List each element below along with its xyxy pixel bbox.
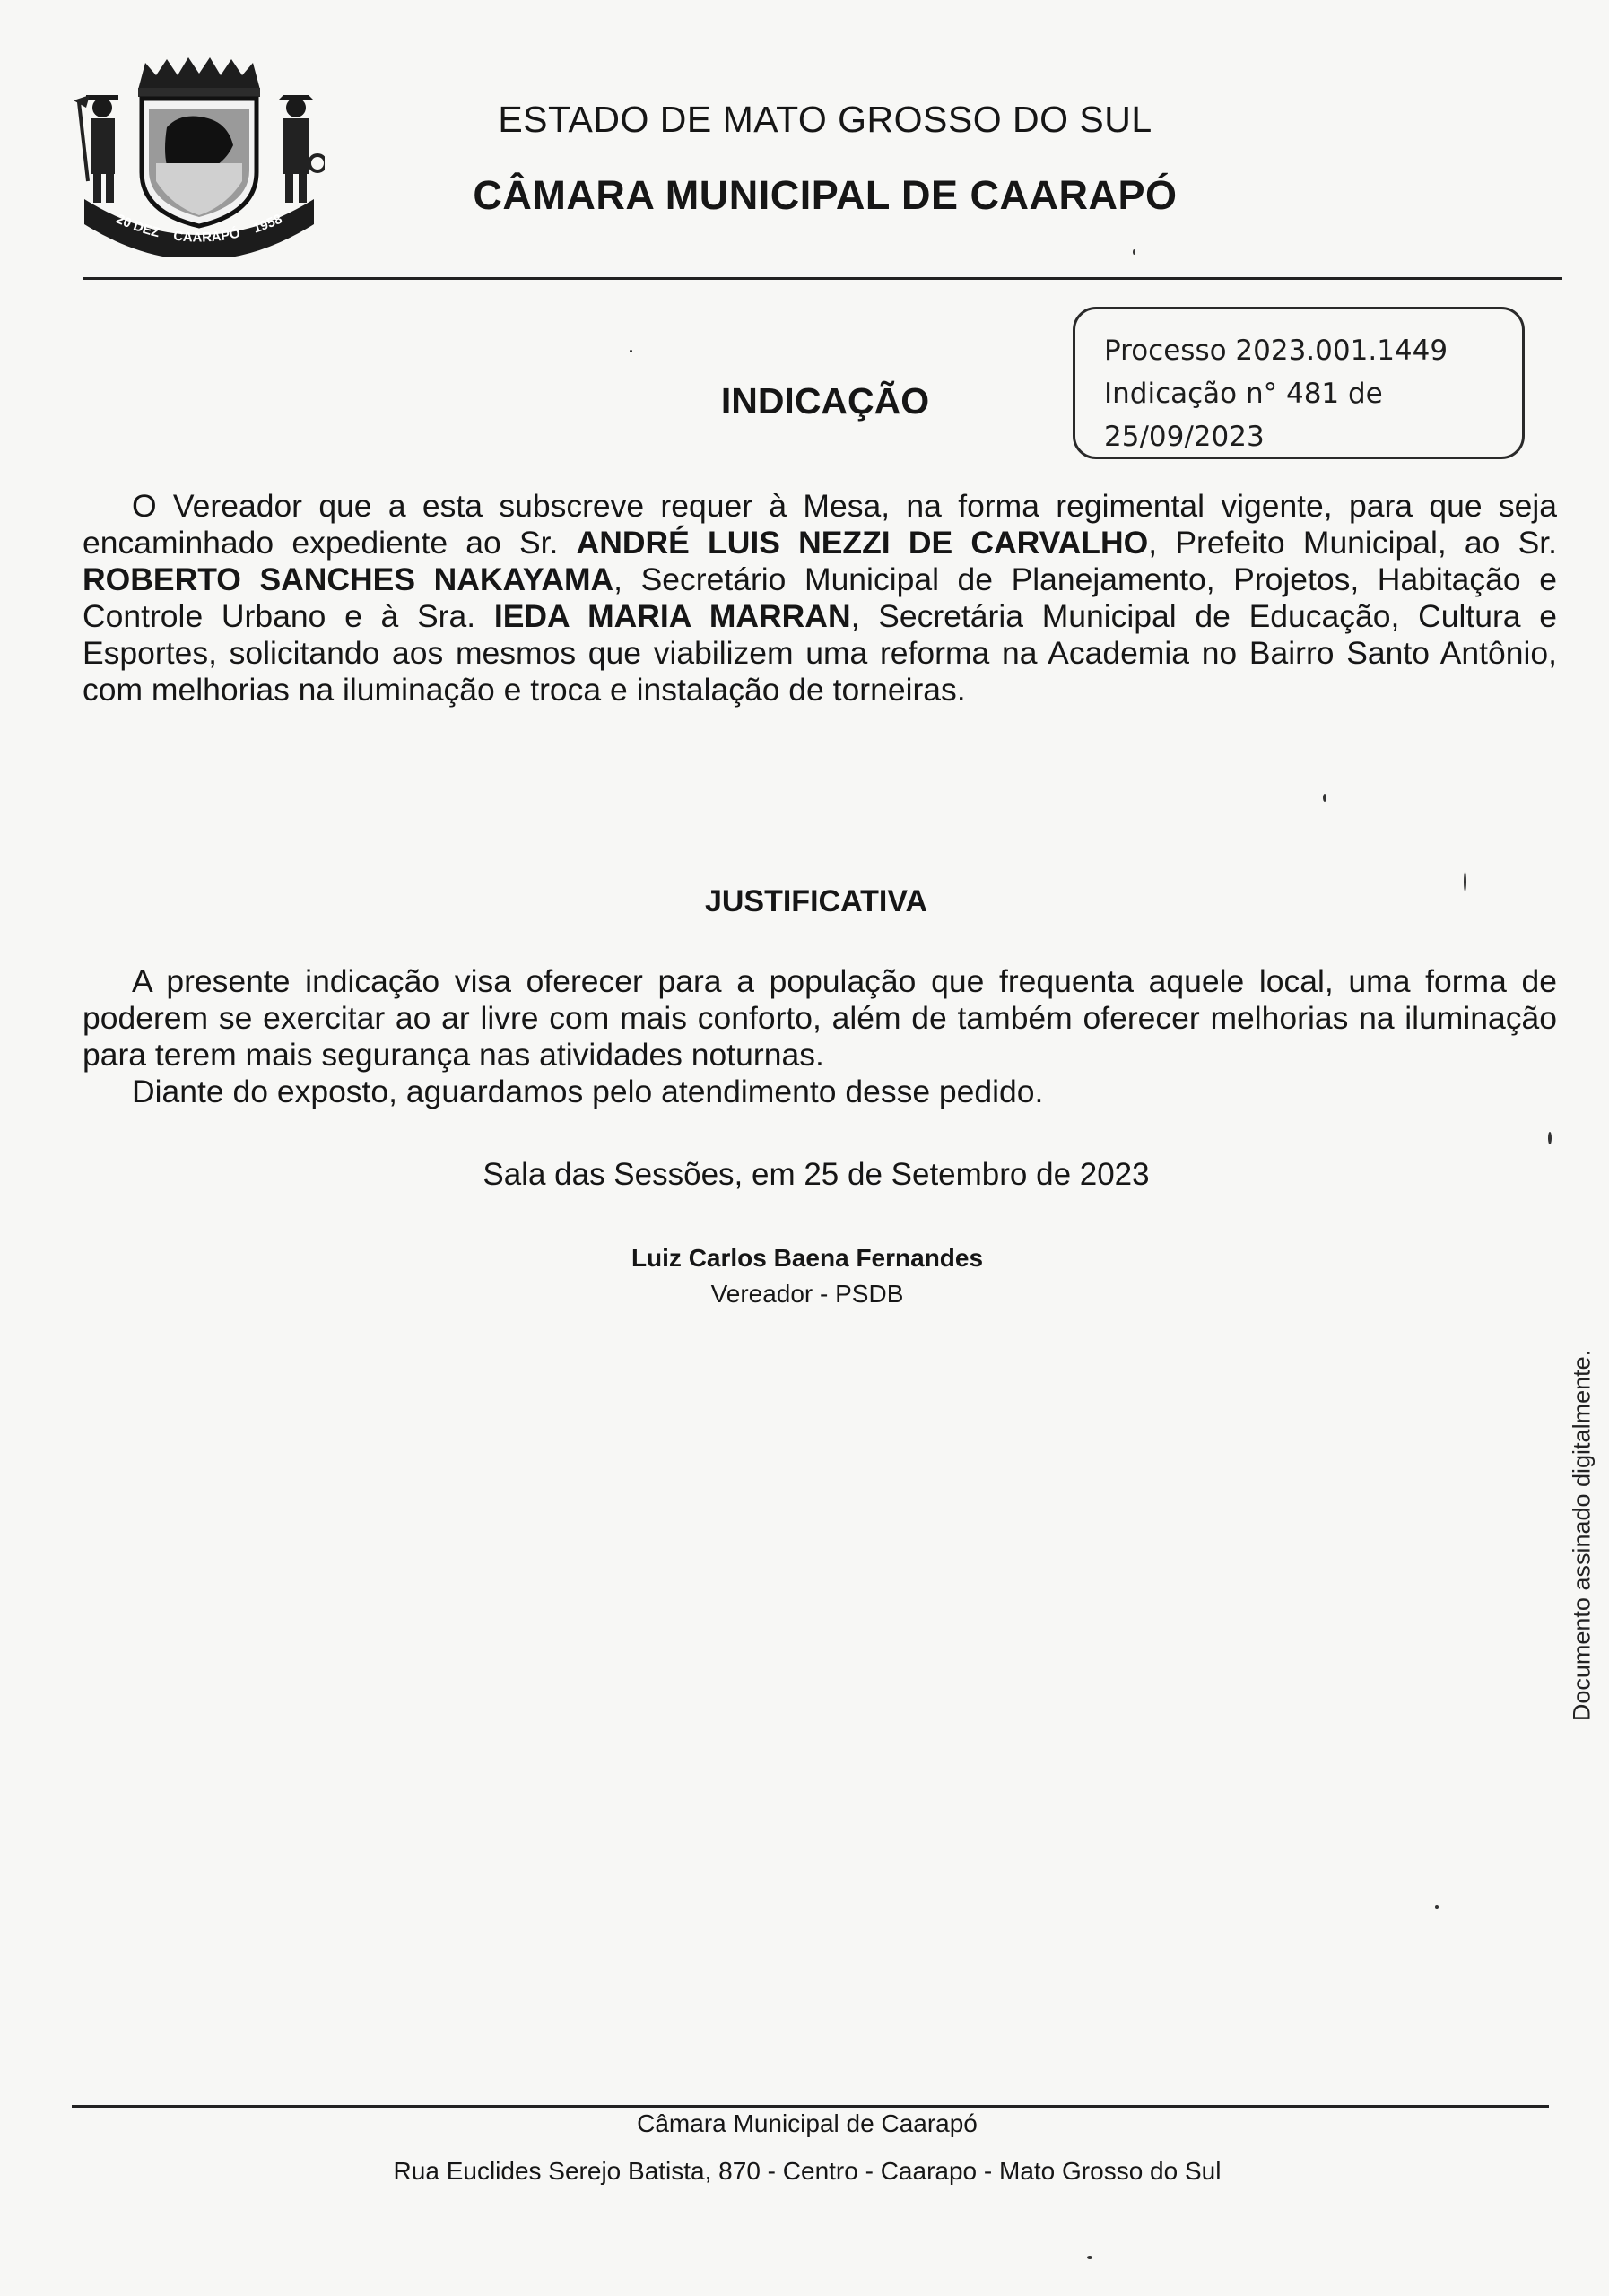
closing-request: Diante do exposto, aguardamos pelo atendimento desse pedido. bbox=[132, 1074, 1044, 1109]
document-title: INDICAÇÃO bbox=[720, 380, 930, 422]
municipal-coat-of-arms-icon bbox=[74, 56, 325, 257]
footer-institution: Câmara Municipal de Caarapó bbox=[637, 2109, 978, 2137]
state-name: ESTADO DE MATO GROSSO DO SUL bbox=[498, 99, 1152, 140]
digital-signature-note: Documento assinado digitalmente. bbox=[1568, 1349, 1596, 1722]
session-date: Sala das Sessões, em 25 de Setembro de 2023 bbox=[483, 1157, 1150, 1192]
signer-name: Luiz Carlos Baena Fernandes bbox=[631, 1244, 984, 1272]
body-text-d: , Secretária Municipal de Educação, Cultura e Esportes, solicitando aos mesmos que viabilizem uma reforma na Academia no Bairro Santo Antônio, com melhorias na iluminação e troca e instalação de torneiras. bbox=[83, 598, 1557, 708]
process-number: Processo 2023.001.1449 bbox=[1104, 335, 1448, 367]
justification-title: JUSTIFICATIVA bbox=[704, 884, 928, 918]
scan-speck bbox=[1435, 1905, 1439, 1909]
scan-speck bbox=[630, 350, 632, 352]
body-text-a: O Vereador que a esta subscreve requer à Mesa, na forma regimental vigente, para que seja encaminhado expediente ao Sr. bbox=[83, 488, 1557, 561]
footer-divider bbox=[72, 2105, 1549, 2108]
indication-date: 25/09/2023 bbox=[1104, 421, 1265, 453]
indication-number: Indicação n° 481 de bbox=[1104, 378, 1383, 410]
scan-speck bbox=[1133, 249, 1135, 255]
scan-speck bbox=[1548, 1132, 1552, 1144]
scan-speck bbox=[1464, 872, 1466, 891]
process-stamp bbox=[1073, 307, 1525, 459]
chamber-name: CÂMARA MUNICIPAL DE CAARAPÓ bbox=[473, 172, 1178, 218]
justification-body bbox=[83, 963, 1557, 1110]
justification-paragraph: A presente indicação visa oferecer para a população que frequenta aquele local, uma forma de poderem se exercitar ao ar livre com mais conforto, além de também oferecer melhorias na iluminação para terem mais segurança nas atividades noturnas. bbox=[83, 963, 1557, 1073]
footer-address: Rua Euclides Serejo Batista, 870 - Centro - Caarapo - Mato Grosso do Sul bbox=[393, 2157, 1222, 2185]
planning-secretary-name: ROBERTO SANCHES NAKAYAMA bbox=[83, 561, 614, 597]
body-text-b: , Prefeito Municipal, ao Sr. bbox=[1148, 525, 1557, 561]
svg-text:20 DEZ CAARAPÓ 1958: 20 DEZ CAARAPÓ 1958 bbox=[113, 211, 285, 246]
scan-speck bbox=[1087, 2256, 1092, 2259]
indication-paragraph bbox=[83, 488, 1557, 709]
indication-body bbox=[83, 488, 1557, 709]
education-secretary-name: IEDA MARIA MARRAN bbox=[493, 598, 851, 634]
signer-role: Vereador - PSDB bbox=[710, 1280, 904, 1308]
header-divider bbox=[83, 277, 1562, 280]
scan-speck bbox=[1323, 794, 1326, 802]
mayor-name: ANDRÉ LUIS NEZZI DE CARVALHO bbox=[576, 525, 1149, 561]
body-text-c: , Secretário Municipal de Planejamento, Projetos, Habitação e Controle Urbano e à Sra. bbox=[83, 561, 1557, 634]
